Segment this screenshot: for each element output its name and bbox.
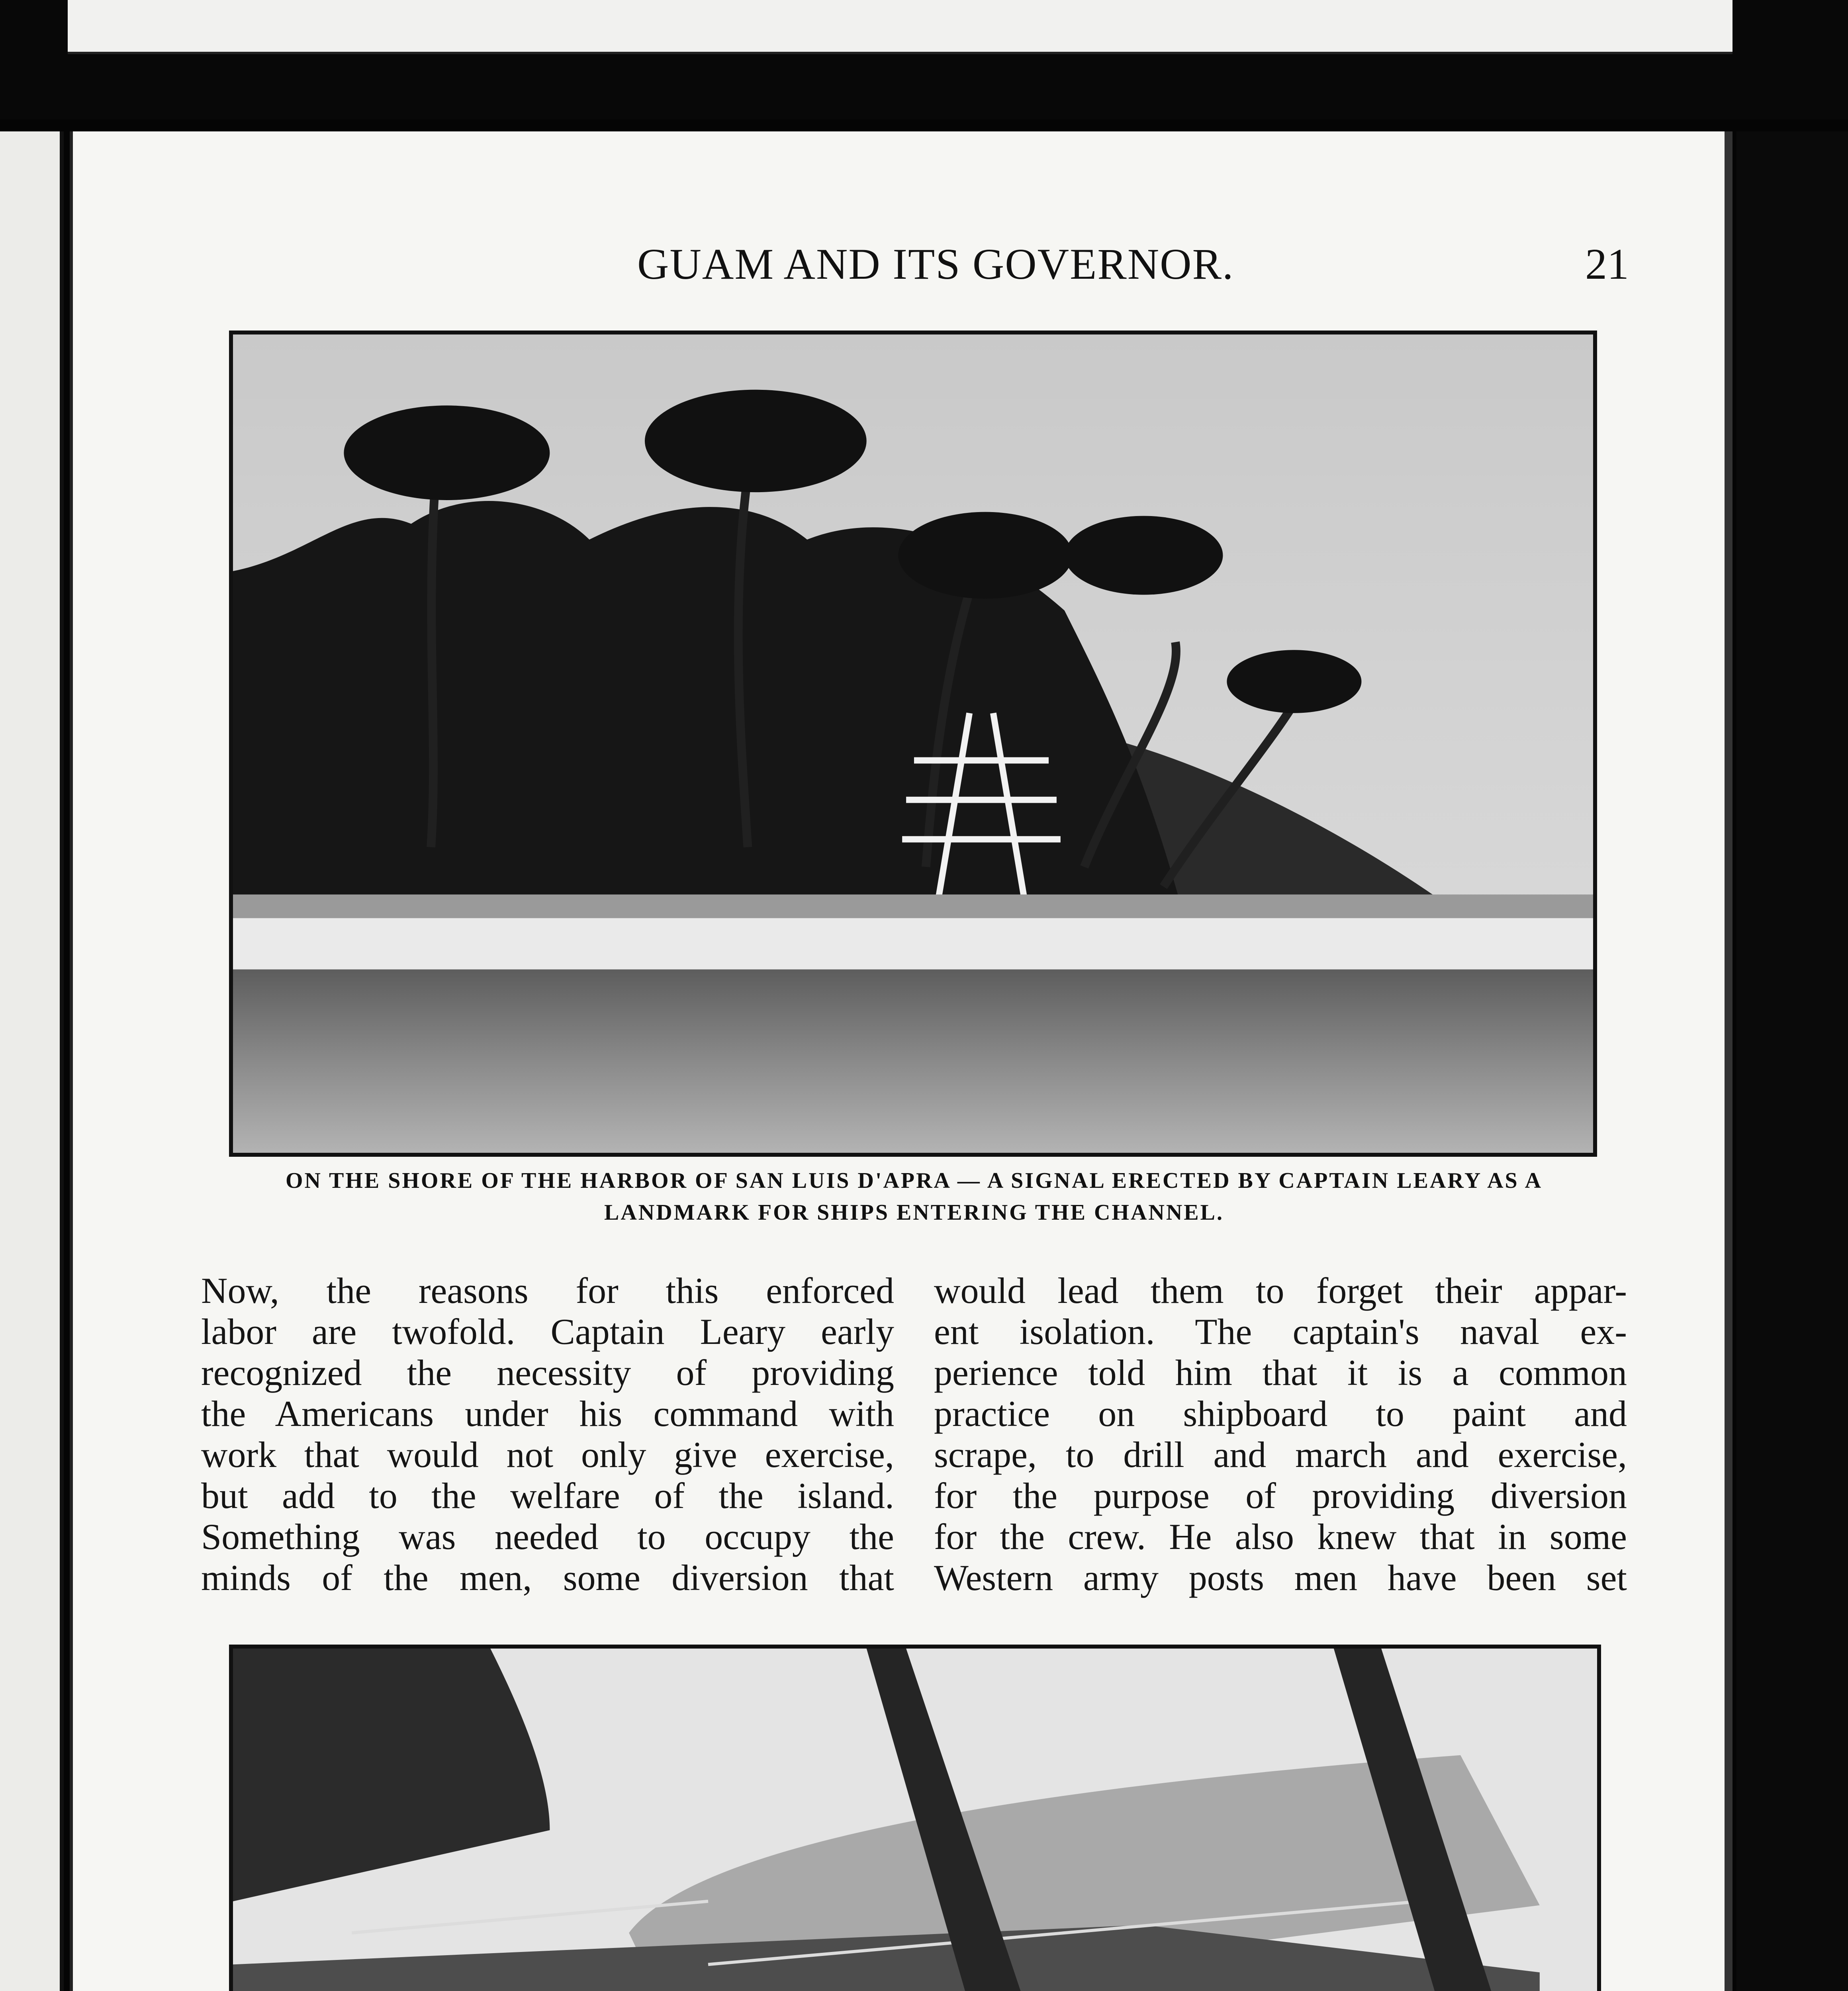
left-page-edge bbox=[0, 131, 64, 1991]
buffalo-cart-photo bbox=[229, 1645, 1601, 1991]
previous-page-edge bbox=[68, 0, 1732, 54]
page-number: 21 bbox=[1585, 240, 1629, 288]
text-line: but add to the welfare of the island. bbox=[201, 1475, 894, 1516]
harbor-shore-illustration bbox=[233, 334, 1593, 1153]
text-line: would lead them to forget their appar- bbox=[934, 1270, 1627, 1311]
text-line: the Americans under his command with bbox=[201, 1393, 894, 1434]
buffalo-cart-illustration bbox=[233, 1649, 1597, 1991]
text-line: perience told him that it is a common bbox=[934, 1352, 1627, 1393]
body-column-left bbox=[201, 1270, 894, 1598]
text-line: minds of the men, some diversion that bbox=[201, 1557, 894, 1598]
scan-right-border bbox=[1736, 131, 1848, 1991]
text-line: scrape, to drill and march and exercise, bbox=[934, 1434, 1627, 1475]
text-line: Now, the reasons for this enforced bbox=[201, 1270, 894, 1311]
running-head: GUAM AND ITS GOVERNOR. bbox=[637, 240, 1234, 288]
text-line: labor are twofold. Captain Leary early bbox=[201, 1311, 894, 1352]
caption-line: LANDMARK FOR SHIPS ENTERING THE CHANNEL. bbox=[604, 1200, 1224, 1225]
harbor-photo-caption bbox=[199, 1165, 1629, 1228]
text-line: practice on shipboard to paint and bbox=[934, 1393, 1627, 1434]
caption-line: ON THE SHORE OF THE HARBOR OF SAN LUIS D'APRA — A SIGNAL ERECTED BY CAPTAIN LEARY AS A bbox=[285, 1168, 1543, 1193]
text-line: Something was needed to occupy the bbox=[201, 1516, 894, 1557]
text-line: work that would not only give exercise, bbox=[201, 1434, 894, 1475]
text-line: Western army posts men have been set bbox=[934, 1557, 1627, 1598]
text-line: for the purpose of providing diversion bbox=[934, 1475, 1627, 1516]
harbor-shore-photo bbox=[229, 331, 1597, 1157]
text-line: recognized the necessity of providing bbox=[201, 1352, 894, 1393]
text-line: ent isolation. The captain's naval ex- bbox=[934, 1311, 1627, 1352]
text-line: for the crew. He also knew that in some bbox=[934, 1516, 1627, 1557]
body-column-right bbox=[934, 1270, 1627, 1598]
